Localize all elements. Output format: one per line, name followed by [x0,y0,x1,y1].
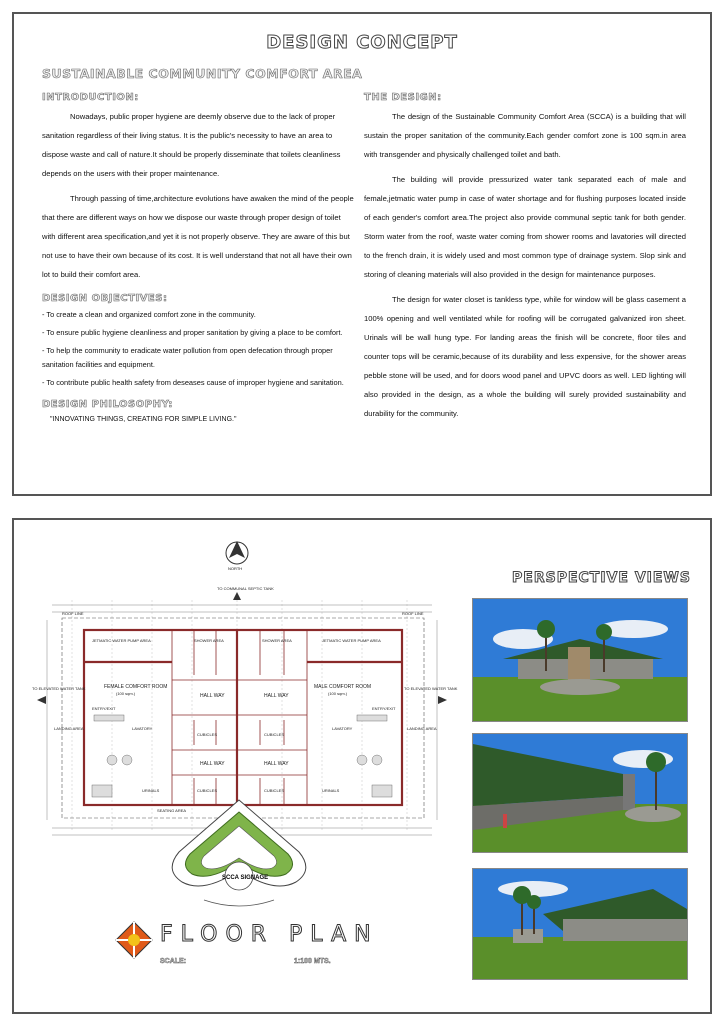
entry-label-left: ENTRY/EXIT [92,706,116,711]
cubicles-label-2: CUBICLES [264,732,285,737]
objectives-list [42,308,355,390]
left-column [42,89,355,426]
project-title: SUSTAINABLE COMMUNITY COMFORT AREA [42,66,363,81]
seating-label: SEATING AREA [157,808,187,813]
philosophy-heading: DESIGN PHILOSOPHY: [42,399,173,410]
hall-way-label-3: HALL WAY [200,761,225,767]
perspective-views-title: PERSPECTIVE VIEWS [512,570,691,586]
design-paragraph-2: The building will provide pressurized water tank separated each of male and female,jetmatic water pump in case of water shortage and for flushing purposes located inside of each gender's comfort area.The project also provide communal septic tank for both gender. Storm water from the roof, waste water coming from shower rooms and lavatories will directed to the french drain, it is widely used and most common type of drainage system. Slop sink and storing of cleaning materials will also provided in the design for maintenance purposes. [364,175,686,279]
perspective-view-rear [472,868,688,980]
male-room-label: MALE COMFORT ROOM [314,684,372,690]
scale-value: 1:100 MTS. [294,958,331,965]
septic-label: TO COMMUNAL SEPTIC TANK [217,586,274,591]
cubicles-label-1: CUBICLES [197,732,218,737]
page-title: DESIGN CONCEPT [266,32,458,53]
objective-item: - To help the community to eradicate water pollution from open defecation through proper sanitation facilities and equipment. [42,346,333,369]
objective-item: - To create a clean and organized comfort zone in the community. [42,310,256,319]
urinals-label-left: URINALS [142,788,160,793]
objectives-heading: DESIGN OBJECTIVES: [42,293,168,304]
north-label: NORTH [228,566,243,571]
perspective-view-side [472,733,688,853]
design-paragraph-3: The design for water closet is tankless type, while for window will be glass casement a 100% opening and well ventilated while for roofing will be corrugated galvanized iron sheet. Urinals will be wall hung type. For landing areas the finish will be concrete, floor tiles and counter tops will be ceramic,because of its durability and less expensive, for the shower areas pebble stone will be used, and for doors wood panel and UPVC doors as well. LED lighting will also provided in the design, as a whole the building will surely provided sustainability and durability for the community. [364,295,686,418]
hall-way-label-4: HALL WAY [264,761,289,767]
landing-label-left: LANDING AREA [54,726,84,731]
female-area-label: (100 sqm.) [116,691,136,696]
urinals-label-right: URINALS [322,788,340,793]
introduction-paragraph-1: Nowadays, public proper hygiene are deemly observe due to the lack of proper sanitation regardless of their living status. It is the public's necessity to have an area to dispose waste and call of nature.It should be properly disseminate that toilets cleanliness depends on the users with their proper maintenance. [42,112,341,178]
partitions [172,630,307,805]
hall-way-label-1: HALL WAY [200,693,225,699]
roof-line-label-left: ROOF LINE [62,611,84,616]
water-tank-label-right: TO ELEVATED WATER TANK [404,686,458,691]
scale-label: SCALE: [160,958,187,965]
perspective-view-front [472,598,688,722]
right-column [364,89,686,429]
female-room-label: FEMALE COMFORT ROOM [104,684,168,690]
jetmatic-label-right: JETMATIC WATER PUMP AREA [322,638,381,643]
lavatory-label-right: LAVATORY [332,726,353,731]
cubicles-label-4: CUBICLES [264,788,285,793]
cubicles-label-3: CUBICLES [197,788,218,793]
logo-icon [114,920,154,960]
landing-label-right: LANDING AREA [407,726,437,731]
jetmatic-label-left: JETMATIC WATER PUMP AREA [92,638,151,643]
scca-signage-garden [164,790,314,910]
entry-label-right: ENTRY/EXIT [372,706,396,711]
building-walls [84,630,402,805]
lavatory-label-left: LAVATORY [132,726,153,731]
design-paragraph-1: The design of the Sustainable Community Comfort Area (SCCA) is a building that will sustain the proper sanitation of the community.Each gender comfort zone is 100 sqm.in area with transgender and physically challenged toilet and bath. [364,112,686,159]
male-area-label: (100 sqm.) [328,691,348,696]
objective-item: - To ensure public hygiene cleanliness and proper sanitation by giving a place to be comfort. [42,328,343,337]
introduction-heading: INTRODUCTION: [42,92,139,103]
signage-label: SCCA SIGNAGE [222,875,269,881]
floor-plan-sheet [12,518,712,1014]
design-concept-sheet [12,12,712,496]
the-design-heading: THE DESIGN: [364,92,442,103]
hall-way-label-2: HALL WAY [264,693,289,699]
shower-label-right: SHOWER AREA [262,638,292,643]
shower-label-left: SHOWER AREA [194,638,224,643]
floor-plan-title: FLOOR PLAN [160,922,379,947]
roof-line-label-right: ROOF LINE [402,611,424,616]
arrows [37,592,447,704]
objective-item: - To contribute public health safety from deseases cause of improper hygiene and sanitation. [42,378,344,387]
introduction-paragraph-2: Through passing of time,architecture evolutions have awaken the mind of the people that there are different ways on how we dispose our waste through proper design of toilet with different area specification,and yet it is not properly observe. They are aware of this but not use to have their own because of its cost. It is well understand that not all have their own lot to build their comfort area. [42,194,354,279]
water-tank-label-left: TO ELEVATED WATER TANK [32,686,86,691]
philosophy-quote: "INNOVATING THINGS, CREATING FOR SIMPLE LIVING." [50,416,237,423]
